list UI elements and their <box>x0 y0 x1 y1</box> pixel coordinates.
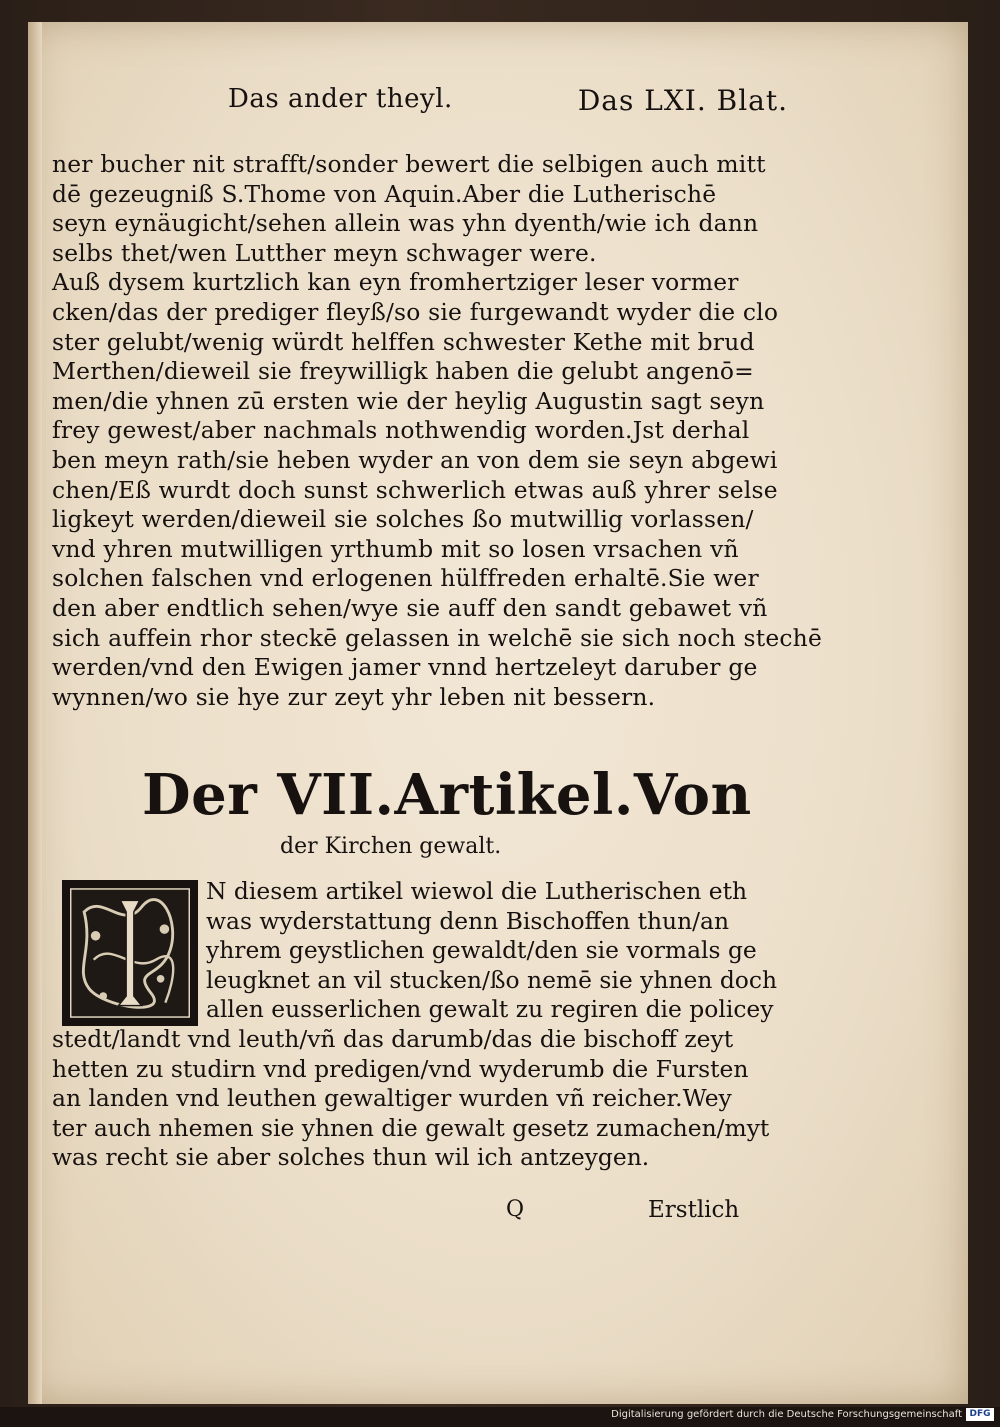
body-text-continued <box>52 1025 772 1173</box>
text-line: wynnen/wo sie hye zur zeyt yhr leben nit bessern. <box>52 682 656 711</box>
text-line: leugknet an vil stucken/ßo nemē sie yhnen doch <box>206 965 778 994</box>
catchword: Erstlich <box>648 1197 740 1223</box>
ornament-icon <box>65 883 195 1023</box>
article-heading: Der VII.Artikel.Von <box>142 762 752 828</box>
signature-mark: Q <box>506 1197 525 1222</box>
text-line: ner bucher nit strafft/sonder bewert die selbigen auch mitt <box>52 150 766 178</box>
text-line: vnd yhren mutwilligen yrthumb mit so losen vrsachen vñ <box>52 534 739 563</box>
text-line: hetten zu studirn vnd predigen/vnd wyderumb die Fursten <box>52 1054 749 1083</box>
text-line: stedt/landt vnd leuth/vñ das darumb/das die bischoff zeyt <box>52 1025 734 1053</box>
text-line: sich auffein rhor steckē gelassen in welchē sie sich noch stechē <box>52 623 822 652</box>
text-line: cken/das der prediger fleyß/so sie furgewandt wyder die clo <box>52 297 779 326</box>
text-line: ben meyn rath/sie heben wyder an von dem sie seyn abgewi <box>52 445 778 474</box>
running-head-right: Das LXI. Blat. <box>577 84 788 117</box>
text-line: chen/Eß wurdt doch sunst schwerlich etwas auß yhrer selse <box>52 475 778 504</box>
text-line: werden/vnd den Ewigen jamer vnnd hertzeleyt daruber ge <box>52 653 758 682</box>
body-text <box>52 150 822 712</box>
text-line: solchen falschen vnd erlogenen hülffreden erhaltē.Sie wer <box>52 564 759 593</box>
text-line: N diesem artikel wiewol die Lutherischen eth <box>206 877 748 905</box>
text-line: ster gelubt/wenig würdt helffen schwester Kethe mit brud <box>52 327 755 356</box>
page-gutter-edge <box>28 22 42 1404</box>
text-line: men/die yhnen zū ersten wie der heylig Augustin sagt seyn <box>52 386 765 415</box>
text-line: was wyderstattung denn Bischoffen thun/an <box>206 906 730 935</box>
dfg-logo: DFG <box>966 1408 994 1421</box>
text-line: dē gezeugniß S.Thome von Aquin.Aber die Lutherischē <box>52 179 717 208</box>
text-line: was recht sie aber solches thun wil ich antzeygen. <box>52 1143 650 1172</box>
text-line: Auß dysem kurtzlich kan eyn fromhertziger leser vormer <box>52 268 739 297</box>
text-line: ligkeyt werden/dieweil sie solches ßo mutwillig vorlassen/ <box>52 505 754 534</box>
running-head-left: Das ander theyl. <box>228 84 453 114</box>
text-line: den aber endtlich sehen/wye sie auff den sandt gebawet vñ <box>52 593 768 622</box>
text-line: frey gewest/aber nachmals nothwendig worden.Jst derhal <box>52 416 750 445</box>
book-page <box>28 22 968 1404</box>
text-line: ter auch nhemen sie yhnen die gewalt gesetz zumachen/myt <box>52 1113 770 1142</box>
decorated-initial-i <box>62 880 198 1026</box>
text-line: an landen vnd leuthen gewaltiger wurden vñ reicher.Wey <box>52 1084 732 1113</box>
initial-paragraph <box>206 877 778 1025</box>
funding-credit: Digitalisierung gefördert durch die Deutsche Forschungsgemeinschaft <box>611 1409 962 1420</box>
text-line: selbs thet/wen Lutther meyn schwager were. <box>52 238 597 267</box>
text-line: yhrem geystlichen gewaldt/den sie vormals ge <box>206 936 757 965</box>
running-head <box>228 84 788 124</box>
text-line: seyn eynäugicht/sehen allein was yhn dyenth/wie ich dann <box>52 209 759 238</box>
text-line: Merthen/dieweil sie freywilligk haben die gelubt angenō= <box>52 357 754 386</box>
text-line: allen eusserlichen gewalt zu regiren die policey <box>206 995 774 1024</box>
article-subheading: der Kirchen gewalt. <box>280 834 502 859</box>
